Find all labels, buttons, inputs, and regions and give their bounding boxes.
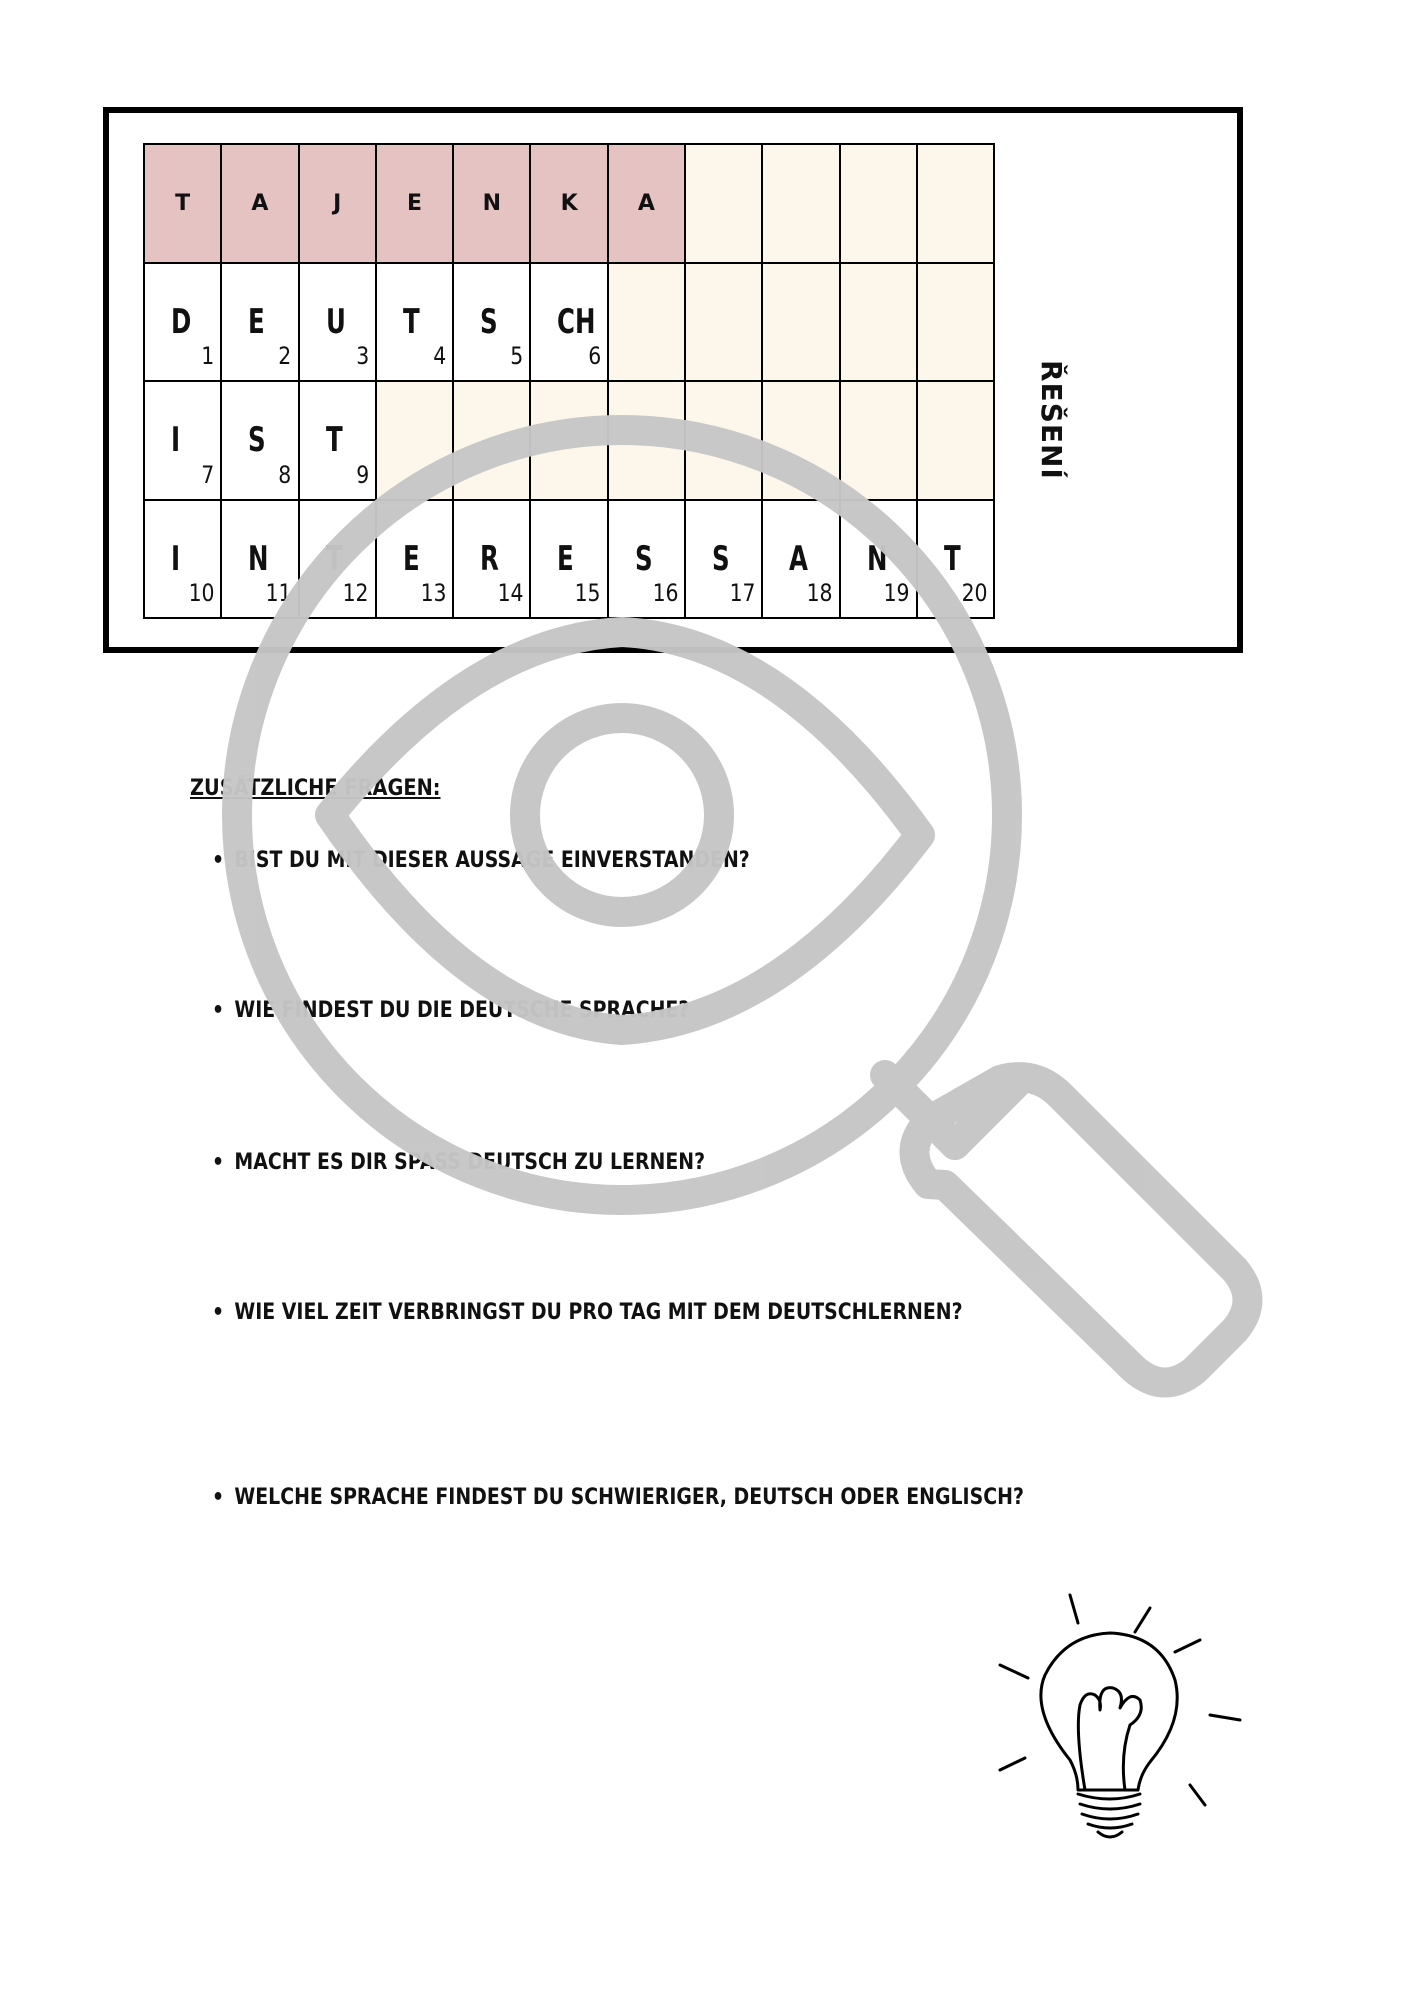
cell-letter: S	[480, 301, 498, 342]
cell-number: 16	[652, 579, 679, 607]
empty-cell	[609, 382, 686, 501]
letter-cell	[377, 264, 454, 383]
cell-letter: S	[712, 538, 730, 579]
header-letter: E	[407, 190, 423, 216]
letter-cell	[609, 501, 686, 620]
cell-number: 17	[729, 579, 756, 607]
cell-letter: E	[557, 538, 575, 579]
cell-letter: D	[171, 301, 192, 342]
cell-letter: R	[480, 538, 500, 579]
cell-letter: A	[789, 538, 809, 579]
question-text: MACHT ES DIR SPASS DEUTSCH ZU LERNEN?	[234, 1150, 706, 1175]
question-item: • WELCHE SPRACHE FINDEST DU SCHWIERIGER, DEUTSCH ODER ENGLISCH?	[212, 1485, 1024, 1510]
empty-cell	[454, 382, 531, 501]
cell-letter: T	[943, 538, 961, 579]
cell-number: 13	[420, 579, 447, 607]
question-text: WELCHE SPRACHE FINDEST DU SCHWIERIGER, DEUTSCH ODER ENGLISCH?	[234, 1485, 1024, 1510]
cell-number: 19	[884, 579, 910, 607]
cell-number: 2	[278, 342, 292, 370]
empty-cell	[841, 382, 918, 501]
cell-number: 11	[265, 579, 292, 607]
cell-letter: CH	[557, 301, 596, 342]
letter-cell	[763, 501, 840, 620]
empty-cell	[686, 382, 763, 501]
header-cell	[686, 145, 763, 264]
cell-number: 20	[961, 579, 988, 607]
cell-letter: E	[402, 538, 420, 579]
header-cell	[531, 145, 608, 264]
letter-cell	[222, 501, 299, 620]
cell-number: 5	[510, 342, 524, 370]
letter-cell	[918, 501, 995, 620]
cell-number: 18	[806, 579, 833, 607]
empty-cell	[686, 264, 763, 383]
cell-letter: T	[402, 301, 420, 342]
cell-letter: T	[325, 420, 343, 460]
cell-number: 10	[188, 579, 215, 607]
header-cell	[222, 145, 299, 264]
solution-label: ŘEŠENÍ	[1035, 360, 1068, 480]
header-cell	[145, 145, 222, 264]
header-letter: J	[333, 190, 342, 216]
header-cell	[300, 145, 377, 264]
letter-cell	[454, 501, 531, 620]
lightbulb-icon	[990, 1590, 1260, 1890]
header-letter: A	[637, 190, 655, 216]
cell-letter: S	[634, 538, 653, 579]
header-cell	[841, 145, 918, 264]
empty-cell	[918, 264, 995, 383]
cell-number: 3	[355, 342, 369, 370]
letter-cell	[222, 264, 299, 383]
letter-cell	[300, 264, 377, 383]
header-letter: K	[560, 190, 578, 216]
question-item: • WIE VIEL ZEIT VERBRINGST DU PRO TAG MIT DEM DEUTSCHLERNEN?	[212, 1300, 963, 1325]
letter-cell	[300, 501, 377, 620]
cell-number: 4	[433, 342, 447, 370]
cell-number: 1	[201, 342, 215, 370]
letter-cell	[300, 382, 377, 501]
letter-cell	[454, 264, 531, 383]
cell-number: 14	[497, 579, 524, 607]
letter-cell	[531, 264, 608, 383]
empty-cell	[763, 264, 840, 383]
letter-cell	[145, 501, 222, 620]
question-item: • WIE FINDEST DU DIE DEUTSCHE SPRACHE?	[212, 998, 690, 1023]
empty-cell	[609, 264, 686, 383]
header-cell	[763, 145, 840, 264]
cell-letter: I	[171, 420, 181, 460]
question-item: • MACHT ES DIR SPASS DEUTSCH ZU LERNEN?	[212, 1150, 706, 1175]
header-cell	[454, 145, 531, 264]
cell-letter: T	[325, 538, 343, 579]
cell-letter: N	[248, 538, 269, 579]
cell-number: 7	[201, 460, 215, 489]
empty-cell	[377, 382, 454, 501]
cell-number: 6	[587, 342, 601, 370]
empty-cell	[763, 382, 840, 501]
header-letter: A	[251, 190, 269, 216]
header-letter: T	[175, 190, 191, 216]
question-item: • BIST DU MIT DIESER AUSSAGE EINVERSTANDEN?	[212, 848, 750, 873]
cell-letter: N	[866, 538, 888, 579]
letter-cell	[145, 264, 222, 383]
empty-cell	[841, 264, 918, 383]
empty-cell	[918, 382, 995, 501]
cell-number: 9	[355, 460, 369, 489]
cell-letter: E	[248, 301, 266, 342]
empty-cell	[531, 382, 608, 501]
cell-number: 12	[342, 579, 369, 607]
crossword-grid	[143, 143, 995, 619]
letter-cell	[686, 501, 763, 620]
letter-cell	[377, 501, 454, 620]
letter-cell	[222, 382, 299, 501]
header-cell	[377, 145, 454, 264]
letter-cell	[531, 501, 608, 620]
question-text: WIE VIEL ZEIT VERBRINGST DU PRO TAG MIT DEM DEUTSCHLERNEN?	[234, 1300, 963, 1325]
cell-letter: U	[325, 301, 346, 342]
header-letter: N	[482, 190, 502, 216]
question-text: WIE FINDEST DU DIE DEUTSCHE SPRACHE?	[234, 998, 690, 1023]
header-cell	[918, 145, 995, 264]
cell-letter: I	[171, 538, 181, 579]
question-text: BIST DU MIT DIESER AUSSAGE EINVERSTANDEN?	[234, 848, 750, 873]
cell-number: 8	[278, 460, 292, 489]
cell-letter: S	[248, 420, 266, 460]
letter-cell	[841, 501, 918, 620]
header-cell	[609, 145, 686, 264]
questions-title: ZUSÄTZLICHE FRAGEN:	[190, 776, 441, 801]
cell-number: 15	[574, 579, 601, 607]
letter-cell	[145, 382, 222, 501]
